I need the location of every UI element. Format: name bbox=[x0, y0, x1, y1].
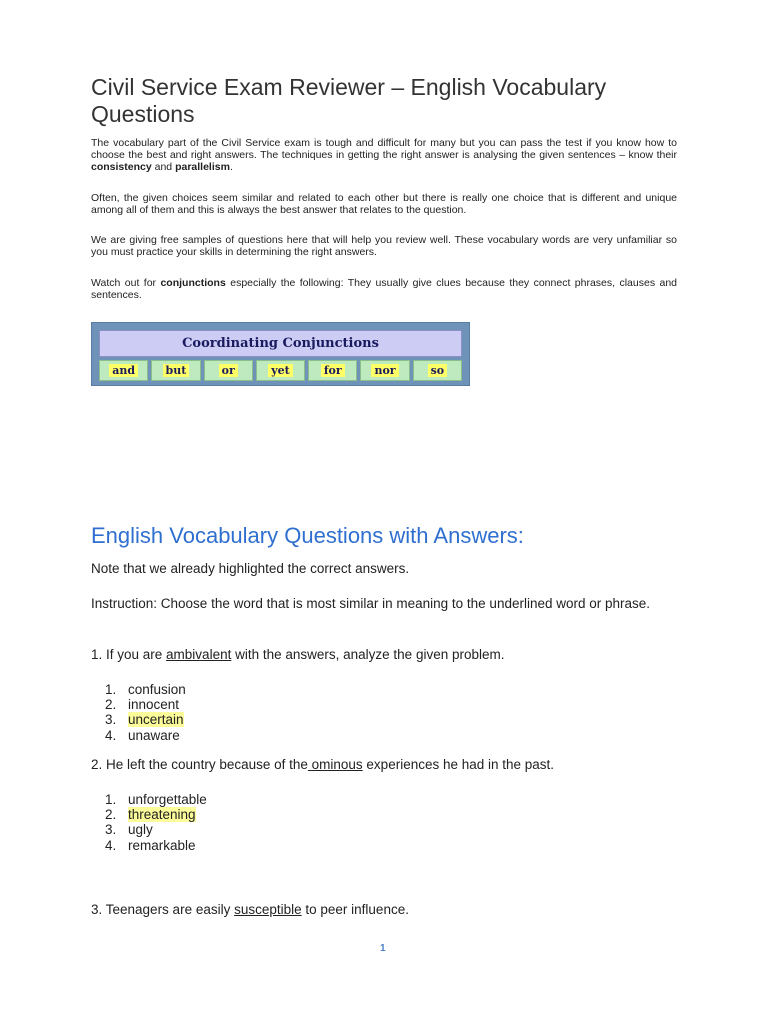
section-heading: English Vocabulary Questions with Answers: bbox=[91, 523, 524, 548]
list-item bbox=[91, 712, 186, 727]
option-number: 1. bbox=[105, 792, 117, 807]
list-item bbox=[91, 728, 186, 743]
question-2-underlined-word: ominous bbox=[307, 757, 363, 772]
conjunction-word: or bbox=[219, 364, 238, 377]
conjunction-word: nor bbox=[371, 364, 398, 377]
option-number: 3. bbox=[105, 822, 117, 838]
conjunction-word: so bbox=[428, 364, 448, 377]
intro-p1-and: and bbox=[151, 161, 176, 173]
conjunction-cell bbox=[204, 360, 253, 381]
question-2-options bbox=[91, 792, 207, 853]
intro-paragraph-1 bbox=[91, 137, 677, 173]
question-1 bbox=[91, 647, 677, 663]
list-item bbox=[91, 838, 207, 853]
page-number: 1 bbox=[380, 943, 386, 954]
conjunction-word: and bbox=[109, 364, 138, 377]
conjunctions-table-heading: Coordinating Conjunctions bbox=[99, 330, 462, 357]
conjunction-cell bbox=[99, 360, 148, 381]
conjunction-word: but bbox=[163, 364, 190, 377]
conjunction-cell bbox=[360, 360, 409, 381]
intro-p4-bold-conjunctions: conjunctions bbox=[160, 277, 226, 289]
list-item bbox=[91, 682, 186, 697]
conjunctions-row bbox=[99, 360, 462, 381]
option-text: unaware bbox=[128, 727, 180, 743]
question-2-before: 2. He left the country because of the bbox=[91, 757, 308, 772]
intro-p1-text: The vocabulary part of the Civil Service exam is tough and difficult for many but you can pass the test if you know how to choose the best and right answers. The techniques in getting the right answer is analysing the given sentences – know their bbox=[91, 137, 677, 161]
correct-answer-highlight: threatening bbox=[128, 807, 196, 823]
conjunction-word: yet bbox=[268, 364, 292, 377]
page-title: Civil Service Exam Reviewer – English Vocabulary Questions bbox=[91, 74, 607, 127]
answers-note: Note that we already highlighted the correct answers. bbox=[91, 561, 410, 576]
intro-p1-bold-consistency: consistency bbox=[91, 161, 152, 173]
option-number: 1. bbox=[105, 682, 117, 697]
intro-paragraph-3: We are giving free samples of questions here that will help you review well. These vocabulary words are very unfamiliar so you must practice your skills in determining the right answers. bbox=[91, 234, 677, 258]
option-text: innocent bbox=[128, 697, 180, 713]
intro-p4-start: Watch out for bbox=[91, 277, 161, 289]
question-1-after: with the answers, analyze the given problem. bbox=[231, 647, 505, 662]
option-number: 4. bbox=[105, 837, 117, 853]
question-3-before: 3. Teenagers are easily bbox=[91, 902, 235, 917]
option-number: 2. bbox=[105, 697, 117, 713]
conjunction-cell bbox=[413, 360, 462, 381]
question-3-after: to peer influence. bbox=[301, 902, 409, 917]
conjunction-cell bbox=[256, 360, 305, 381]
option-number: 2. bbox=[105, 807, 117, 823]
conjunction-cell bbox=[308, 360, 357, 381]
instruction-text: Instruction: Choose the word that is most similar in meaning to the underlined word or phrase. bbox=[91, 596, 651, 611]
list-item bbox=[91, 807, 207, 822]
intro-p4-end: especially the following: They usually give clues because they connect phrases, clauses and sentences. bbox=[91, 277, 677, 301]
intro-p1-bold-parallelism: parallelism bbox=[175, 161, 230, 173]
intro-paragraph-4 bbox=[91, 277, 677, 301]
list-item bbox=[91, 822, 207, 837]
question-3-underlined-word: susceptible bbox=[234, 902, 302, 917]
question-1-underlined-word: ambivalent bbox=[166, 647, 232, 662]
coordinating-conjunctions-table bbox=[91, 322, 470, 386]
conjunction-cell bbox=[151, 360, 200, 381]
option-text: remarkable bbox=[128, 837, 196, 853]
option-text: ugly bbox=[128, 822, 153, 838]
intro-p1-end: . bbox=[229, 161, 233, 173]
list-item bbox=[91, 792, 207, 807]
option-number: 3. bbox=[105, 712, 117, 728]
question-1-before: 1. If you are bbox=[91, 647, 167, 662]
option-number: 4. bbox=[105, 727, 117, 743]
intro-paragraph-2: Often, the given choices seem similar and related to each other but there is really one choice that is different and unique among all of them and this is always the best answer that relates to the question. bbox=[91, 192, 677, 216]
correct-answer-highlight: uncertain bbox=[128, 712, 184, 728]
option-text: confusion bbox=[128, 682, 186, 697]
conjunction-word: for bbox=[321, 364, 345, 377]
question-2-after: experiences he had in the past. bbox=[362, 757, 555, 772]
option-text: unforgettable bbox=[128, 792, 207, 807]
question-3 bbox=[91, 902, 677, 918]
list-item bbox=[91, 697, 186, 712]
question-2 bbox=[91, 757, 677, 773]
question-1-options bbox=[91, 682, 186, 743]
